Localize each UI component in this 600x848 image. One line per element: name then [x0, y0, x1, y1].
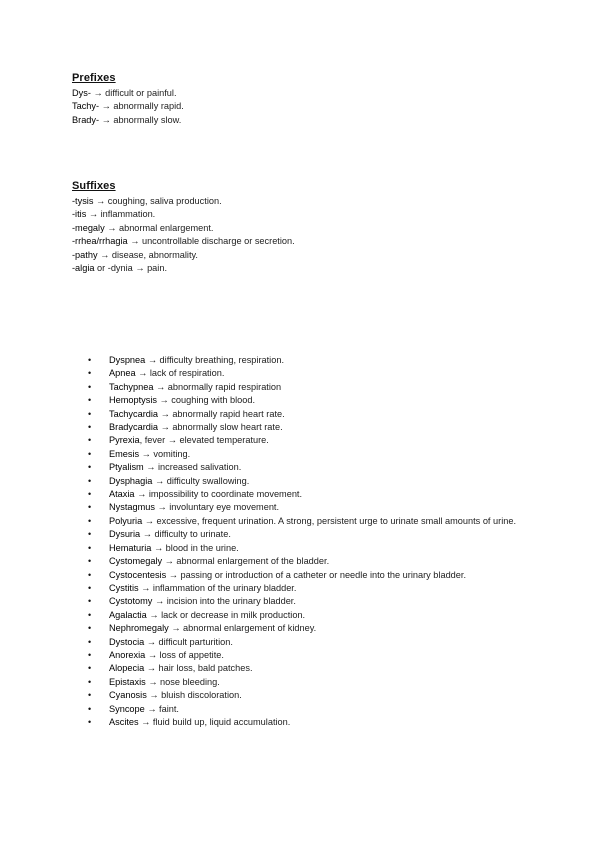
- list-item: • Hematuria → blood in the urine.: [88, 542, 528, 555]
- suffix-item: -megaly → abnormal enlargement.: [72, 222, 214, 233]
- prefix-item: Tachy- → abnormally rapid.: [72, 101, 184, 112]
- list-item: • Tachycardia → abnormally rapid heart rate.: [88, 408, 528, 421]
- prefixes-heading: Prefixes: [72, 72, 116, 84]
- list-item: • Ptyalism → increased salivation.: [88, 461, 528, 474]
- prefix-item: Dys- → difficult or painful.: [72, 88, 177, 98]
- list-item: • Epistaxis → nose bleeding.: [88, 676, 528, 689]
- list-item: • Dyspnea → difficulty breathing, respiration.: [88, 354, 528, 367]
- suffix-item: -itis → inflammation.: [72, 209, 156, 220]
- list-item: • Tachypnea → abnormally rapid respiration: [88, 381, 528, 394]
- prefix-item: Brady- → abnormally slow.: [72, 114, 182, 125]
- list-item: • Bradycardia → abnormally slow heart rate.: [88, 421, 528, 434]
- suffix-item: -rrhea/rrhagia → uncontrollable discharge or secretion.: [72, 236, 295, 247]
- list-item: • Agalactia → lack or decrease in milk production.: [88, 609, 528, 622]
- suffix-item: -tysis → coughing, saliva production.: [72, 196, 222, 206]
- list-item: • Nephromegaly → abnormal enlargement of kidney.: [88, 622, 528, 635]
- terms-bullet-list: [88, 354, 528, 729]
- list-item: • Syncope → faint.: [88, 703, 528, 716]
- list-item: • Ascites → fluid build up, liquid accumulation.: [88, 716, 528, 729]
- list-item: • Dysphagia → difficulty swallowing.: [88, 475, 528, 488]
- list-item: • Hemoptysis → coughing with blood.: [88, 394, 528, 407]
- list-item: • Ataxia → impossibility to coordinate movement.: [88, 488, 528, 501]
- list-item: • Cystotomy → incision into the urinary bladder.: [88, 595, 528, 608]
- list-item: • Emesis → vomiting.: [88, 448, 528, 461]
- list-item: • Polyuria → excessive, frequent urination. A strong, persistent urge to urinate small amounts of urine.: [88, 515, 528, 528]
- suffix-item: -pathy → disease, abnormality.: [72, 249, 198, 260]
- list-item: • Cyanosis → bluish discoloration.: [88, 689, 528, 702]
- list-item: • Alopecia → hair loss, bald patches.: [88, 662, 528, 675]
- list-item: • Nystagmus → involuntary eye movement.: [88, 501, 528, 514]
- list-item: • Apnea → lack of respiration.: [88, 367, 528, 380]
- list-item: • Cystitis → inflammation of the urinary bladder.: [88, 582, 528, 595]
- list-item: • Anorexia → loss of appetite.: [88, 649, 528, 662]
- prefixes-list: [72, 87, 184, 127]
- suffixes-heading: Suffixes: [72, 180, 116, 192]
- list-item: • Cystocentesis → passing or introduction of a catheter or needle into the urinary bladder.: [88, 569, 528, 582]
- list-item: • Cystomegaly → abnormal enlargement of the bladder.: [88, 555, 528, 568]
- list-item: • Pyrexia, fever → elevated temperature.: [88, 434, 528, 447]
- list-item: • Dysuria → difficulty to urinate.: [88, 528, 528, 541]
- suffix-item: -algia or -dynia → pain.: [72, 263, 167, 274]
- list-item: • Dystocia → difficult parturition.: [88, 636, 528, 649]
- suffixes-list: [72, 195, 295, 275]
